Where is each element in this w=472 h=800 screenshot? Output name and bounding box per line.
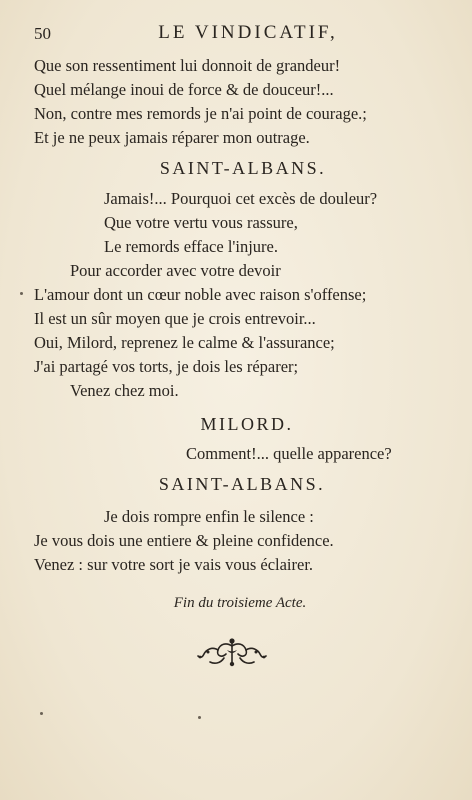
verse-line: Comment!... quelle apparence? xyxy=(186,444,392,463)
ink-speck xyxy=(20,292,23,295)
ink-speck xyxy=(198,716,201,719)
page-header xyxy=(28,22,442,48)
fleuron-ornament-icon xyxy=(196,636,268,670)
verse-line: L'amour dont un cœur noble avec raison s'offense; xyxy=(34,285,367,304)
act-end-caption: Fin du troisieme Acte. xyxy=(173,595,307,611)
speaker-name: MILORD. xyxy=(200,414,294,434)
verse-line: Venez : sur votre sort je vais vous éclairer. xyxy=(34,555,314,574)
speaker-name: SAINT-ALBANS. xyxy=(159,158,327,178)
verse-line: Pour accorder avec votre devoir xyxy=(70,261,281,280)
verse-line: J'ai partagé vos torts, je dois les réparer; xyxy=(34,357,299,376)
verse-line: Que votre vertu vous rassure, xyxy=(104,213,298,232)
verse-line: Jamais!... Pourquoi cet excès de douleur? xyxy=(104,189,378,208)
speaker-name: SAINT-ALBANS. xyxy=(158,474,326,494)
verse-line: Venez chez moi. xyxy=(70,381,179,400)
verse-line: Le remords efface l'injure. xyxy=(104,237,278,256)
verse-line: Je dois rompre enfin le silence : xyxy=(104,507,314,526)
running-title: LE VINDICATIF, xyxy=(158,22,338,43)
verse-line: Oui, Milord, reprenez le calme & l'assurance; xyxy=(34,333,335,352)
ink-speck xyxy=(40,712,43,715)
page-number: 50 xyxy=(34,24,51,43)
verse-line: Non, contre mes remords je n'ai point de courage.; xyxy=(34,104,367,123)
verse-line: Et je ne peux jamais réparer mon outrage. xyxy=(34,128,310,147)
verse-line: Je vous dois une entiere & pleine confidence. xyxy=(34,531,334,550)
verse-line: Que son ressentiment lui donnoit de grandeur! xyxy=(34,56,341,75)
verse-line: Il est un sûr moyen que je crois entrevoir... xyxy=(34,309,316,328)
verse-line: Quel mélange inoui de force & de douceur!... xyxy=(34,80,334,99)
